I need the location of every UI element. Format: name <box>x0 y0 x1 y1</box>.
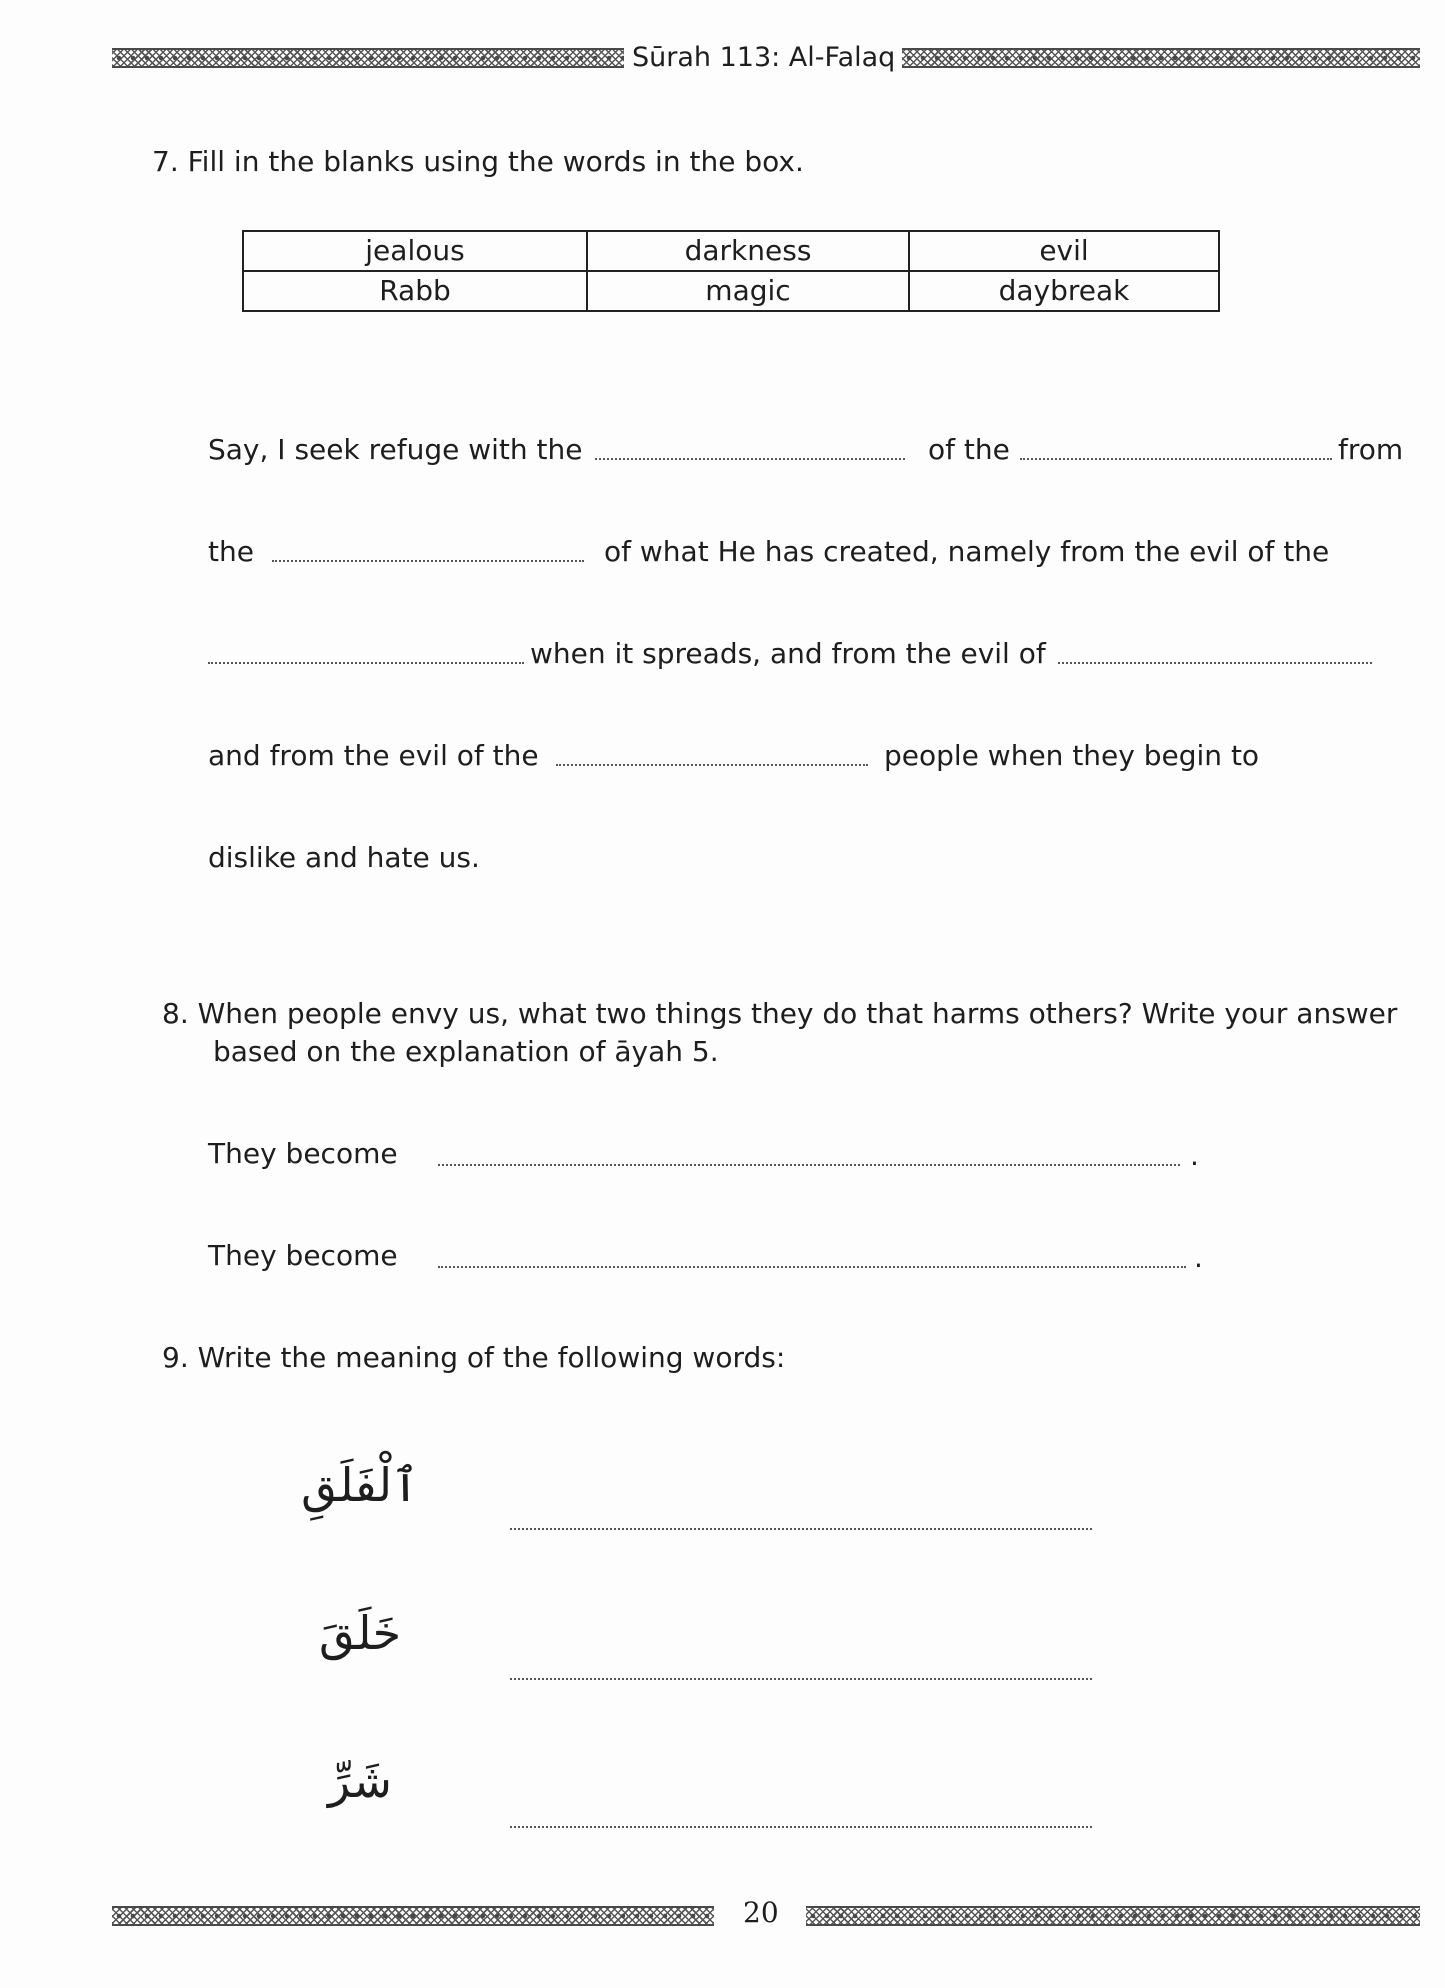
word-box-cell: Rabb <box>243 271 587 311</box>
fill-text: dislike and hate us. <box>208 841 480 874</box>
blank-daybreak[interactable] <box>1020 458 1332 460</box>
blank-magic[interactable] <box>1058 662 1372 664</box>
footer-border-left <box>112 1906 714 1926</box>
q9-prompt: 9. Write the meaning of the following words: <box>162 1341 786 1374</box>
word-box-row <box>243 231 1219 271</box>
fill-text: the <box>208 535 254 568</box>
header-title: Sūrah 113: Al-Falaq <box>632 42 896 73</box>
blank-evil[interactable] <box>272 560 584 562</box>
word-box-cell: jealous <box>243 231 587 271</box>
answer-2-line[interactable] <box>438 1266 1186 1268</box>
arabic-word-sharr: شَرِّ <box>328 1754 392 1808</box>
fill-text: when it spreads, and from the evil of <box>530 637 1046 670</box>
word-box-cell: darkness <box>587 231 909 271</box>
header-border-left <box>112 48 624 68</box>
meaning-line[interactable] <box>510 1826 1092 1828</box>
word-box <box>242 230 1220 312</box>
blank-rabb[interactable] <box>595 458 905 460</box>
q8-prompt: 8. When people envy us, what two things they do that harms others? Write your answer <box>162 997 1398 1030</box>
fill-text: Say, I seek refuge with the <box>208 433 583 466</box>
blank-jealous[interactable] <box>556 764 868 766</box>
footer-border-right <box>806 1906 1420 1926</box>
q7-prompt: 7. Fill in the blanks using the words in the box. <box>152 145 804 178</box>
answer-label: They become <box>208 1137 398 1170</box>
fill-text: people when they begin to <box>884 739 1260 772</box>
blank-darkness[interactable] <box>208 662 524 664</box>
meaning-line[interactable] <box>510 1678 1092 1680</box>
answer-period: . <box>1194 1241 1203 1274</box>
fill-text: and from the evil of the <box>208 739 539 772</box>
arabic-word-al-falaq: ٱلْفَلَقِ <box>301 1458 419 1512</box>
page-number: 20 <box>743 1896 779 1929</box>
header-border-right <box>902 48 1420 68</box>
q8-prompt-continued: based on the explanation of āyah 5. <box>213 1035 719 1068</box>
answer-1-line[interactable] <box>438 1164 1180 1166</box>
word-box-row <box>243 271 1219 311</box>
answer-label: They become <box>208 1239 398 1272</box>
answer-period: . <box>1190 1139 1199 1172</box>
word-box-cell: magic <box>587 271 909 311</box>
fill-text: of the <box>928 433 1010 466</box>
arabic-word-khalaq: خَلَقَ <box>318 1606 402 1660</box>
word-box-cell: daybreak <box>909 271 1219 311</box>
fill-text: of what He has created, namely from the evil of the <box>604 535 1330 568</box>
fill-text: from <box>1338 433 1404 466</box>
word-box-cell: evil <box>909 231 1219 271</box>
meaning-line[interactable] <box>510 1528 1092 1530</box>
